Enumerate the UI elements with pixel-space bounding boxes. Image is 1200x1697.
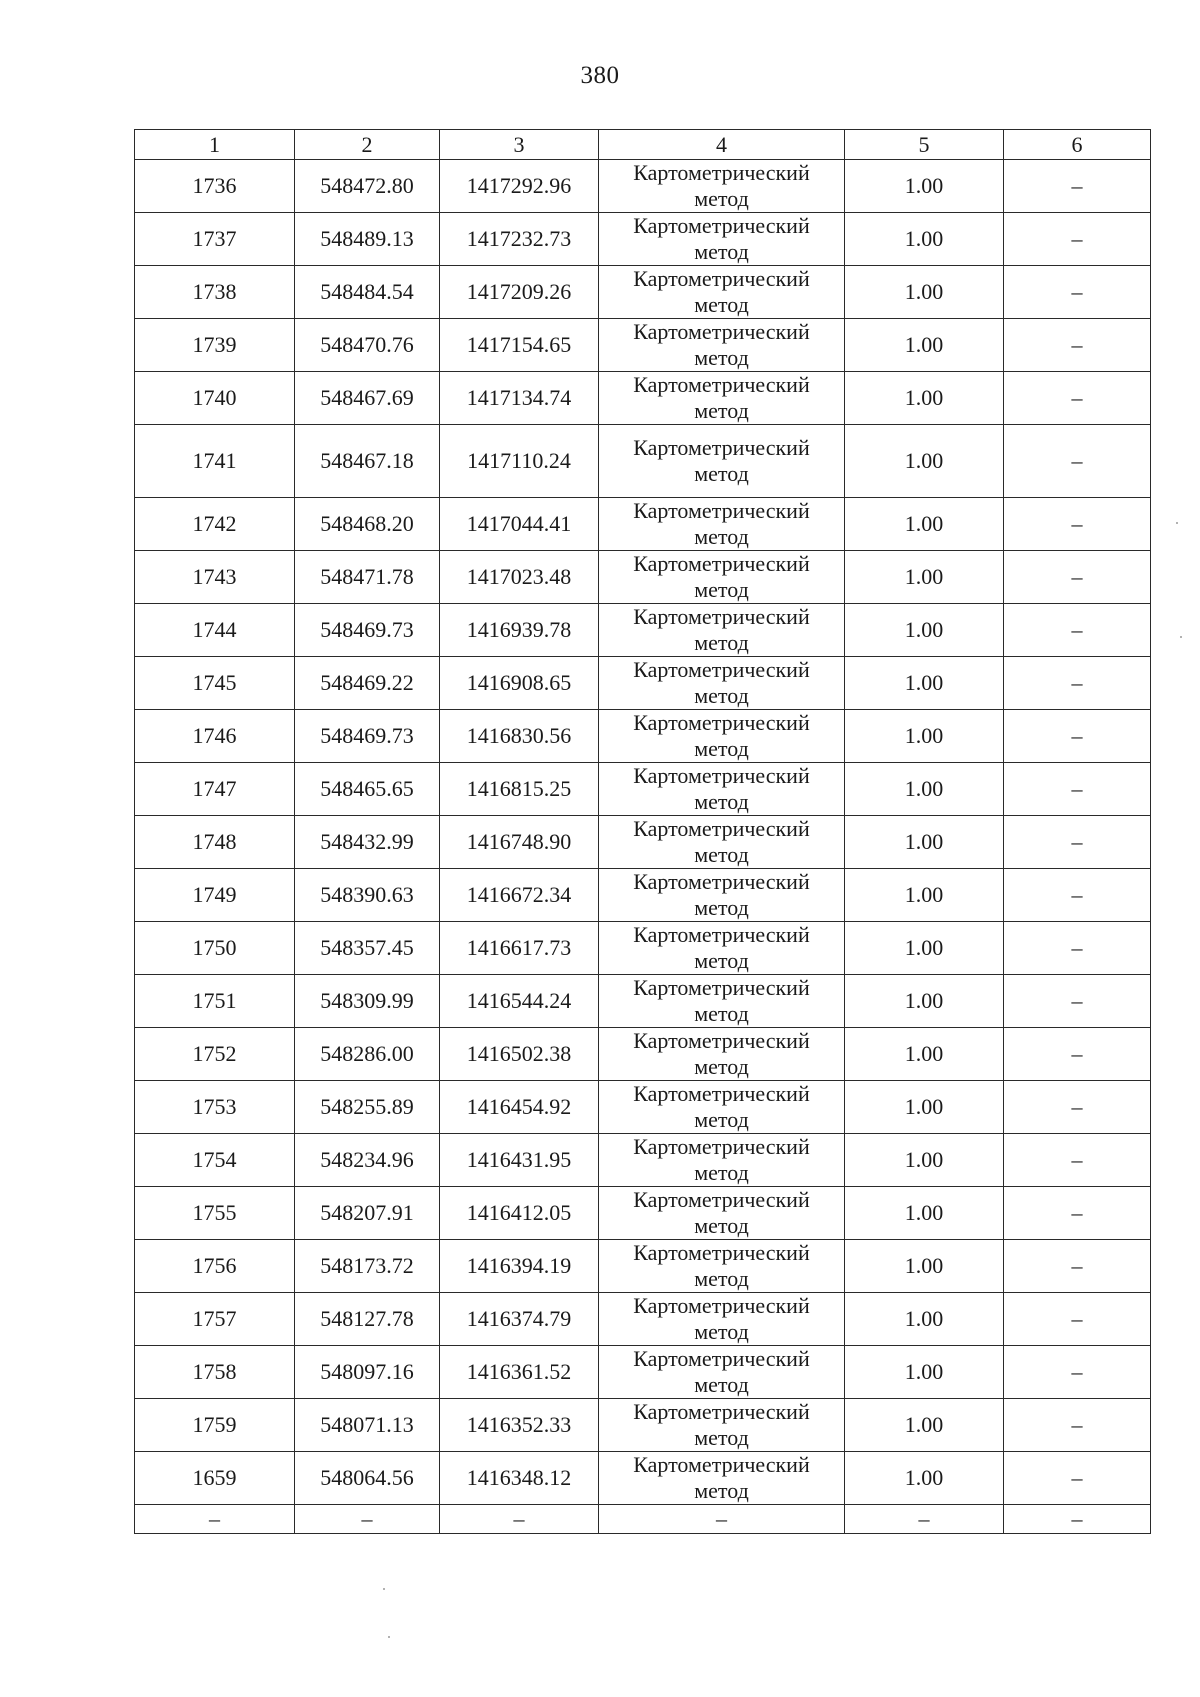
y-coordinate-cell: 1416374.79 xyxy=(440,1293,599,1346)
method-line: Картометрический xyxy=(633,372,810,397)
note-cell: – xyxy=(1004,657,1151,710)
table-row xyxy=(135,1293,1151,1346)
accuracy-cell: 1.00 xyxy=(845,975,1004,1028)
accuracy-cell: 1.00 xyxy=(845,1452,1004,1505)
end-cell: – xyxy=(599,1505,845,1534)
table-row xyxy=(135,604,1151,657)
point-number-cell: 1739 xyxy=(135,319,295,372)
method-line: метод xyxy=(694,345,749,370)
y-coordinate-cell: 1417292.96 xyxy=(440,160,599,213)
accuracy-cell: 1.00 xyxy=(845,1134,1004,1187)
point-number-cell: 1742 xyxy=(135,498,295,551)
method-text xyxy=(633,1399,809,1451)
method-line: Картометрический xyxy=(633,1081,810,1106)
method-cell xyxy=(599,816,845,869)
method-line: Картометрический xyxy=(633,975,810,1000)
x-coordinate-cell: 548097.16 xyxy=(295,1346,440,1399)
table-row xyxy=(135,975,1151,1028)
method-text xyxy=(633,1240,809,1292)
method-line: Картометрический xyxy=(633,1028,810,1053)
method-line: метод xyxy=(694,1266,749,1291)
method-line: Картометрический xyxy=(633,435,810,460)
table-row xyxy=(135,1399,1151,1452)
table-row xyxy=(135,869,1151,922)
method-cell xyxy=(599,1452,845,1505)
method-cell xyxy=(599,922,845,975)
note-cell: – xyxy=(1004,1187,1151,1240)
note-cell: – xyxy=(1004,213,1151,266)
scan-speck xyxy=(1176,522,1178,524)
method-cell xyxy=(599,975,845,1028)
y-coordinate-cell: 1417209.26 xyxy=(440,266,599,319)
method-cell xyxy=(599,1399,845,1452)
method-line: Картометрический xyxy=(633,657,810,682)
point-number-cell: 1736 xyxy=(135,160,295,213)
method-cell xyxy=(599,869,845,922)
note-cell: – xyxy=(1004,816,1151,869)
y-coordinate-cell: 1416939.78 xyxy=(440,604,599,657)
accuracy-cell: 1.00 xyxy=(845,1346,1004,1399)
accuracy-cell: 1.00 xyxy=(845,1399,1004,1452)
method-line: метод xyxy=(694,683,749,708)
accuracy-cell: 1.00 xyxy=(845,213,1004,266)
accuracy-cell: 1.00 xyxy=(845,551,1004,604)
method-line: метод xyxy=(694,186,749,211)
note-cell: – xyxy=(1004,498,1151,551)
x-coordinate-cell: 548468.20 xyxy=(295,498,440,551)
point-number-cell: 1755 xyxy=(135,1187,295,1240)
accuracy-cell: 1.00 xyxy=(845,266,1004,319)
accuracy-cell: 1.00 xyxy=(845,763,1004,816)
note-cell: – xyxy=(1004,1240,1151,1293)
method-line: метод xyxy=(694,524,749,549)
method-line: метод xyxy=(694,630,749,655)
method-cell xyxy=(599,213,845,266)
method-line: метод xyxy=(694,1319,749,1344)
scan-speck xyxy=(383,1588,385,1590)
method-line: метод xyxy=(694,1107,749,1132)
header-cell: 5 xyxy=(845,130,1004,160)
point-number-cell: 1741 xyxy=(135,425,295,498)
table-row xyxy=(135,816,1151,869)
method-cell xyxy=(599,763,845,816)
x-coordinate-cell: 548484.54 xyxy=(295,266,440,319)
x-coordinate-cell: 548467.18 xyxy=(295,425,440,498)
y-coordinate-cell: 1416815.25 xyxy=(440,763,599,816)
method-cell xyxy=(599,372,845,425)
header-cell: 3 xyxy=(440,130,599,160)
table-row xyxy=(135,1452,1151,1505)
accuracy-cell: 1.00 xyxy=(845,425,1004,498)
method-text xyxy=(633,1028,809,1080)
point-number-cell: 1749 xyxy=(135,869,295,922)
method-line: Картометрический xyxy=(633,498,810,523)
accuracy-cell: 1.00 xyxy=(845,319,1004,372)
y-coordinate-cell: 1416617.73 xyxy=(440,922,599,975)
x-coordinate-cell: 548127.78 xyxy=(295,1293,440,1346)
method-line: Картометрический xyxy=(633,816,810,841)
table-row xyxy=(135,1081,1151,1134)
method-line: метод xyxy=(694,577,749,602)
note-cell: – xyxy=(1004,425,1151,498)
point-number-cell: 1740 xyxy=(135,372,295,425)
x-coordinate-cell: 548470.76 xyxy=(295,319,440,372)
point-number-cell: 1756 xyxy=(135,1240,295,1293)
method-text xyxy=(633,975,809,1027)
point-number-cell: 1744 xyxy=(135,604,295,657)
table-row xyxy=(135,1187,1151,1240)
y-coordinate-cell: 1416348.12 xyxy=(440,1452,599,1505)
method-text xyxy=(633,922,809,974)
accuracy-cell: 1.00 xyxy=(845,1240,1004,1293)
method-cell xyxy=(599,657,845,710)
method-text xyxy=(633,266,809,318)
table-row xyxy=(135,372,1151,425)
method-cell xyxy=(599,1134,845,1187)
method-cell xyxy=(599,1293,845,1346)
x-coordinate-cell: 548309.99 xyxy=(295,975,440,1028)
method-cell xyxy=(599,1081,845,1134)
method-text xyxy=(633,213,809,265)
method-text xyxy=(633,1134,809,1186)
x-coordinate-cell: 548390.63 xyxy=(295,869,440,922)
method-cell xyxy=(599,710,845,763)
method-line: Картометрический xyxy=(633,869,810,894)
method-line: метод xyxy=(694,789,749,814)
y-coordinate-cell: 1417134.74 xyxy=(440,372,599,425)
accuracy-cell: 1.00 xyxy=(845,1293,1004,1346)
note-cell: – xyxy=(1004,160,1151,213)
method-text xyxy=(633,1081,809,1133)
point-number-cell: 1748 xyxy=(135,816,295,869)
table-row xyxy=(135,266,1151,319)
method-text xyxy=(633,1452,809,1504)
method-text xyxy=(633,869,809,921)
method-cell xyxy=(599,160,845,213)
y-coordinate-cell: 1417110.24 xyxy=(440,425,599,498)
note-cell: – xyxy=(1004,922,1151,975)
accuracy-cell: 1.00 xyxy=(845,710,1004,763)
x-coordinate-cell: 548173.72 xyxy=(295,1240,440,1293)
method-text xyxy=(633,435,809,487)
point-number-cell: 1746 xyxy=(135,710,295,763)
method-text xyxy=(633,372,809,424)
note-cell: – xyxy=(1004,869,1151,922)
note-cell: – xyxy=(1004,372,1151,425)
method-line: метод xyxy=(694,1478,749,1503)
method-line: Картометрический xyxy=(633,1399,810,1424)
point-number-cell: 1753 xyxy=(135,1081,295,1134)
method-cell xyxy=(599,425,845,498)
method-line: Картометрический xyxy=(633,1240,810,1265)
method-line: метод xyxy=(694,461,749,486)
x-coordinate-cell: 548286.00 xyxy=(295,1028,440,1081)
scan-speck xyxy=(1180,636,1182,638)
x-coordinate-cell: 548207.91 xyxy=(295,1187,440,1240)
accuracy-cell: 1.00 xyxy=(845,1187,1004,1240)
method-text xyxy=(633,657,809,709)
x-coordinate-cell: 548432.99 xyxy=(295,816,440,869)
header-cell: 2 xyxy=(295,130,440,160)
method-line: Картометрический xyxy=(633,213,810,238)
table-row xyxy=(135,922,1151,975)
y-coordinate-cell: 1417044.41 xyxy=(440,498,599,551)
table-body xyxy=(135,160,1151,1534)
method-cell xyxy=(599,1187,845,1240)
accuracy-cell: 1.00 xyxy=(845,869,1004,922)
y-coordinate-cell: 1416352.33 xyxy=(440,1399,599,1452)
point-number-cell: 1751 xyxy=(135,975,295,1028)
y-coordinate-cell: 1416502.38 xyxy=(440,1028,599,1081)
method-line: метод xyxy=(694,1372,749,1397)
y-coordinate-cell: 1416672.34 xyxy=(440,869,599,922)
note-cell: – xyxy=(1004,604,1151,657)
table-row xyxy=(135,1240,1151,1293)
x-coordinate-cell: 548064.56 xyxy=(295,1452,440,1505)
header-cell: 4 xyxy=(599,130,845,160)
x-coordinate-cell: 548255.89 xyxy=(295,1081,440,1134)
point-number-cell: 1750 xyxy=(135,922,295,975)
note-cell: – xyxy=(1004,266,1151,319)
method-line: метод xyxy=(694,948,749,973)
method-line: Картометрический xyxy=(633,922,810,947)
x-coordinate-cell: 548357.45 xyxy=(295,922,440,975)
point-number-cell: 1745 xyxy=(135,657,295,710)
note-cell: – xyxy=(1004,975,1151,1028)
method-text xyxy=(633,551,809,603)
table-row xyxy=(135,551,1151,604)
point-number-cell: 1757 xyxy=(135,1293,295,1346)
method-line: Картометрический xyxy=(633,604,810,629)
method-cell xyxy=(599,1346,845,1399)
point-number-cell: 1659 xyxy=(135,1452,295,1505)
method-line: Картометрический xyxy=(633,763,810,788)
method-line: Картометрический xyxy=(633,266,810,291)
method-cell xyxy=(599,1028,845,1081)
point-number-cell: 1752 xyxy=(135,1028,295,1081)
method-line: метод xyxy=(694,1213,749,1238)
accuracy-cell: 1.00 xyxy=(845,604,1004,657)
end-cell: – xyxy=(1004,1505,1151,1534)
method-line: метод xyxy=(694,239,749,264)
method-line: Картометрический xyxy=(633,1452,810,1477)
method-line: Картометрический xyxy=(633,160,810,185)
x-coordinate-cell: 548071.13 xyxy=(295,1399,440,1452)
note-cell: – xyxy=(1004,1134,1151,1187)
accuracy-cell: 1.00 xyxy=(845,372,1004,425)
note-cell: – xyxy=(1004,1081,1151,1134)
scan-speck xyxy=(388,1636,390,1638)
end-cell: – xyxy=(295,1505,440,1534)
method-text xyxy=(633,604,809,656)
end-cell: – xyxy=(845,1505,1004,1534)
method-line: Картометрический xyxy=(633,551,810,576)
accuracy-cell: 1.00 xyxy=(845,657,1004,710)
point-number-cell: 1754 xyxy=(135,1134,295,1187)
method-line: метод xyxy=(694,292,749,317)
method-line: метод xyxy=(694,398,749,423)
note-cell: – xyxy=(1004,319,1151,372)
coordinates-table xyxy=(134,129,1151,1534)
accuracy-cell: 1.00 xyxy=(845,1028,1004,1081)
point-number-cell: 1759 xyxy=(135,1399,295,1452)
y-coordinate-cell: 1416361.52 xyxy=(440,1346,599,1399)
method-text xyxy=(633,1187,809,1239)
point-number-cell: 1743 xyxy=(135,551,295,604)
note-cell: – xyxy=(1004,763,1151,816)
method-line: метод xyxy=(694,842,749,867)
method-text xyxy=(633,816,809,868)
header-cell: 6 xyxy=(1004,130,1151,160)
header-cell: 1 xyxy=(135,130,295,160)
method-line: метод xyxy=(694,736,749,761)
end-cell: – xyxy=(135,1505,295,1534)
point-number-cell: 1747 xyxy=(135,763,295,816)
table-row xyxy=(135,710,1151,763)
y-coordinate-cell: 1416412.05 xyxy=(440,1187,599,1240)
method-line: метод xyxy=(694,1425,749,1450)
table-row xyxy=(135,1028,1151,1081)
x-coordinate-cell: 548469.73 xyxy=(295,710,440,763)
table-end-row xyxy=(135,1505,1151,1534)
x-coordinate-cell: 548472.80 xyxy=(295,160,440,213)
y-coordinate-cell: 1416544.24 xyxy=(440,975,599,1028)
y-coordinate-cell: 1416830.56 xyxy=(440,710,599,763)
header-row xyxy=(135,130,1151,160)
point-number-cell: 1758 xyxy=(135,1346,295,1399)
accuracy-cell: 1.00 xyxy=(845,160,1004,213)
x-coordinate-cell: 548465.65 xyxy=(295,763,440,816)
x-coordinate-cell: 548471.78 xyxy=(295,551,440,604)
method-cell xyxy=(599,604,845,657)
y-coordinate-cell: 1417232.73 xyxy=(440,213,599,266)
point-number-cell: 1737 xyxy=(135,213,295,266)
accuracy-cell: 1.00 xyxy=(845,816,1004,869)
table-row xyxy=(135,1346,1151,1399)
method-cell xyxy=(599,498,845,551)
method-line: Картометрический xyxy=(633,1293,810,1318)
table-row xyxy=(135,763,1151,816)
y-coordinate-cell: 1416908.65 xyxy=(440,657,599,710)
method-text xyxy=(633,763,809,815)
table-row xyxy=(135,160,1151,213)
note-cell: – xyxy=(1004,710,1151,763)
note-cell: – xyxy=(1004,551,1151,604)
method-text xyxy=(633,319,809,371)
y-coordinate-cell: 1417023.48 xyxy=(440,551,599,604)
end-cell: – xyxy=(440,1505,599,1534)
method-line: метод xyxy=(694,1160,749,1185)
x-coordinate-cell: 548234.96 xyxy=(295,1134,440,1187)
note-cell: – xyxy=(1004,1452,1151,1505)
x-coordinate-cell: 548467.69 xyxy=(295,372,440,425)
y-coordinate-cell: 1416748.90 xyxy=(440,816,599,869)
page-number: 380 xyxy=(580,62,620,89)
method-text xyxy=(633,1293,809,1345)
method-cell xyxy=(599,551,845,604)
method-text xyxy=(633,710,809,762)
y-coordinate-cell: 1416431.95 xyxy=(440,1134,599,1187)
y-coordinate-cell: 1417154.65 xyxy=(440,319,599,372)
method-line: метод xyxy=(694,1001,749,1026)
method-line: метод xyxy=(694,1054,749,1079)
method-text xyxy=(633,160,809,212)
table-row xyxy=(135,319,1151,372)
note-cell: – xyxy=(1004,1346,1151,1399)
method-cell xyxy=(599,319,845,372)
method-line: метод xyxy=(694,895,749,920)
table-row xyxy=(135,425,1151,498)
note-cell: – xyxy=(1004,1399,1151,1452)
method-line: Картометрический xyxy=(633,710,810,735)
method-cell xyxy=(599,266,845,319)
point-number-cell: 1738 xyxy=(135,266,295,319)
table-row xyxy=(135,1134,1151,1187)
accuracy-cell: 1.00 xyxy=(845,1081,1004,1134)
note-cell: – xyxy=(1004,1293,1151,1346)
note-cell: – xyxy=(1004,1028,1151,1081)
table-row xyxy=(135,498,1151,551)
method-cell xyxy=(599,1240,845,1293)
method-text xyxy=(633,498,809,550)
method-line: Картометрический xyxy=(633,1187,810,1212)
x-coordinate-cell: 548469.73 xyxy=(295,604,440,657)
y-coordinate-cell: 1416394.19 xyxy=(440,1240,599,1293)
y-coordinate-cell: 1416454.92 xyxy=(440,1081,599,1134)
table-row xyxy=(135,657,1151,710)
method-line: Картометрический xyxy=(633,319,810,344)
x-coordinate-cell: 548489.13 xyxy=(295,213,440,266)
accuracy-cell: 1.00 xyxy=(845,498,1004,551)
accuracy-cell: 1.00 xyxy=(845,922,1004,975)
method-line: Картометрический xyxy=(633,1346,810,1371)
method-line: Картометрический xyxy=(633,1134,810,1159)
method-text xyxy=(633,1346,809,1398)
x-coordinate-cell: 548469.22 xyxy=(295,657,440,710)
table-row xyxy=(135,213,1151,266)
